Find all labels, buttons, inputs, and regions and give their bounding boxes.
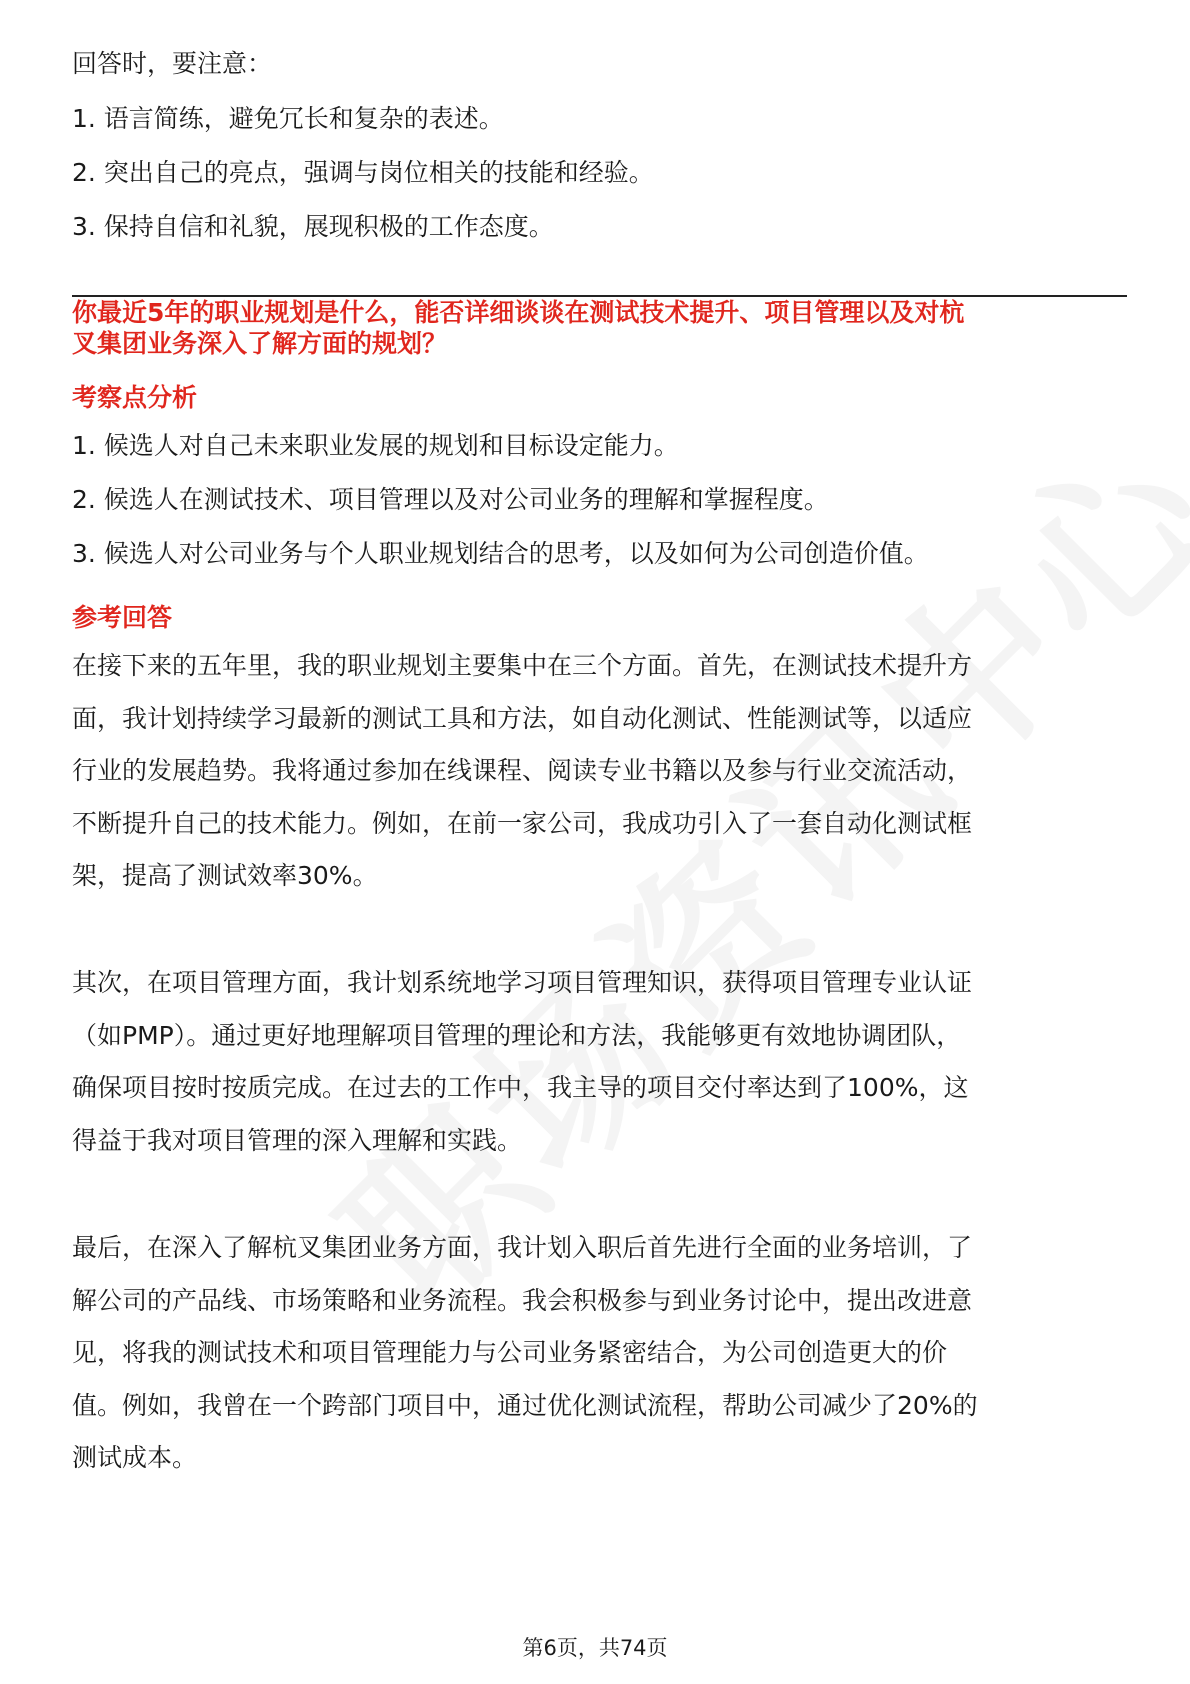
intro-point-2: 2. 突出自己的亮点，强调与岗位相关的技能和经验。	[72, 158, 654, 187]
paragraph-line: 值。例如，我曾在一个跨部门项目中，通过优化测试流程，帮助公司减少了20%的	[72, 1390, 978, 1420]
question-line-1: 你最近5年的职业规划是什么，能否详细谈谈在测试技术提升、项目管理以及对杭	[72, 298, 965, 327]
page-number: 第6页，共74页	[522, 1636, 668, 1660]
paragraph-line: 其次，在项目管理方面，我计划系统地学习项目管理知识，获得项目管理专业认证	[72, 968, 973, 997]
paragraph-line: 解公司的产品线、市场策略和业务流程。我会积极参与到业务讨论中，提出改进意	[72, 1285, 973, 1315]
intro-point-3: 3. 保持自信和礼貌，展现积极的工作态度。	[72, 212, 554, 241]
paragraph-line: 不断提升自己的技术能力。例如，在前一家公司，我成功引入了一套自动化测试框	[72, 808, 973, 838]
analysis-point-3: 3. 候选人对公司业务与个人职业规划结合的思考，以及如何为公司创造价值。	[72, 539, 929, 568]
paragraph-line: 最后，在深入了解杭叉集团业务方面，我计划入职后首先进行全面的业务培训，了	[72, 1233, 973, 1262]
analysis-heading: 考察点分析	[72, 383, 198, 412]
analysis-point-1: 1. 候选人对自己未来职业发展的规划和目标设定能力。	[72, 431, 679, 460]
intro-point-1: 1. 语言简练，避免冗长和复杂的表述。	[72, 104, 504, 133]
paragraph-line: 得益于我对项目管理的深入理解和实践。	[72, 1125, 523, 1155]
paragraph-line: （如PMP）。通过更好地理解项目管理的理论和方法，我能够更有效地协调团队，	[72, 1020, 962, 1050]
paragraph-line: 见，将我的测试技术和项目管理能力与公司业务紧密结合，为公司创造更大的价	[72, 1338, 948, 1367]
answer-paragraph-3	[72, 1222, 1132, 1485]
paragraph-line: 测试成本。	[72, 1443, 198, 1472]
answer-paragraph-2	[72, 957, 1132, 1167]
paragraph-line: 行业的发展趋势。我将通过参加在线课程、阅读专业书籍以及参与行业交流活动，	[72, 756, 973, 785]
paragraph-line: 确保项目按时按质完成。在过去的工作中，我主导的项目交付率达到了100%，这	[72, 1073, 969, 1102]
intro-lead: 回答时，要注意：	[72, 49, 273, 78]
paragraph-line: 面，我计划持续学习最新的测试工具和方法，如自动化测试、性能测试等，以适应	[72, 703, 973, 733]
question-line-2: 叉集团业务深入了解方面的规划？	[72, 329, 448, 358]
paragraph-line: 在接下来的五年里，我的职业规划主要集中在三个方面。首先，在测试技术提升方	[72, 651, 973, 680]
answer-paragraph-1	[72, 640, 1132, 903]
analysis-point-2: 2. 候选人在测试技术、项目管理以及对公司业务的理解和掌握程度。	[72, 485, 829, 514]
paragraph-line: 架，提高了测试效率30%。	[72, 861, 378, 890]
answer-heading: 参考回答	[72, 603, 173, 632]
